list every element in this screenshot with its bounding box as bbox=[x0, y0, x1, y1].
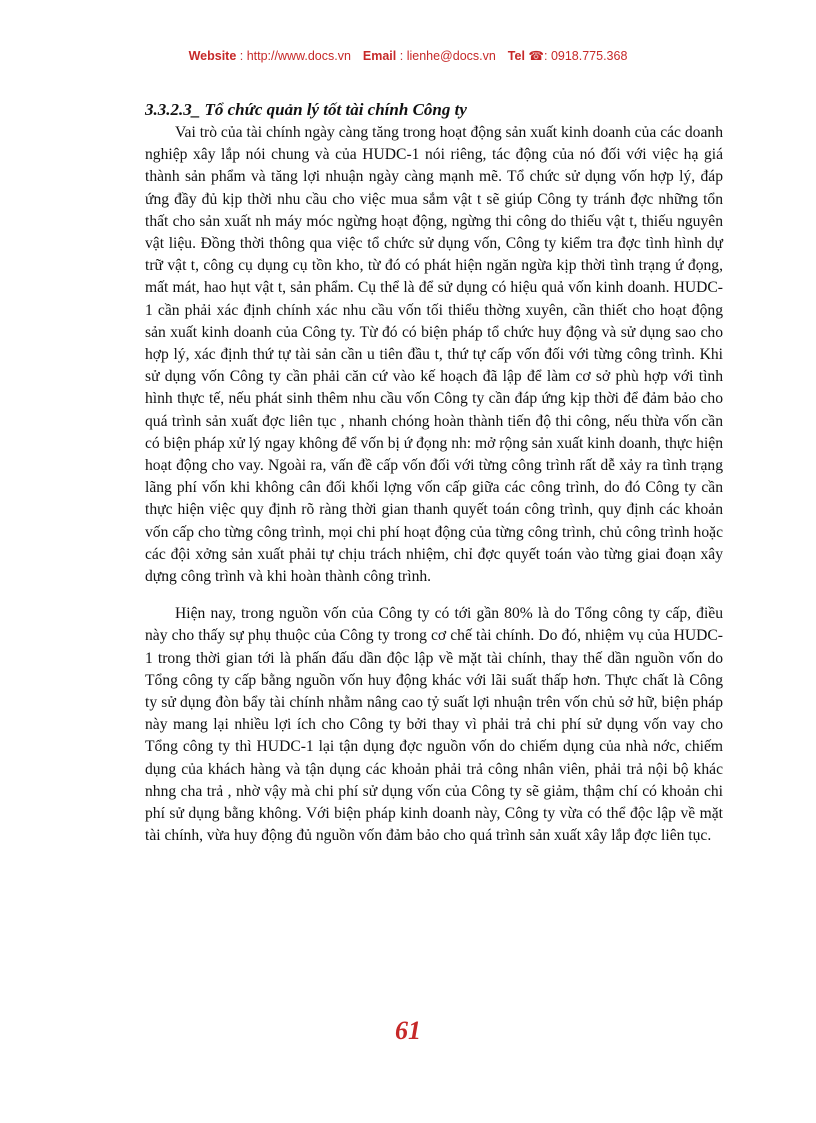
email-label: Email bbox=[362, 49, 397, 63]
paragraph-1: Vai trò của tài chính ngày càng tăng trong hoạt động sản xuất kinh doanh của các doanh nghiệp xây lắp nói chung và của HUDC-1 nói riêng, tác động của nó đối với việc hạ giá thành sản phẩm và tăng lợi nhuận ngày càng mạnh mẽ. Tổ chức sử dụng vốn hợp lý, đáp ứng đầy đủ kịp thời nhu cầu cho việc mua sắm vật t sẽ giúp Công ty tránh đợc những tổn thất cho sản xuất nh máy móc ngừng hoạt động, ngừng thi công do thiếu vật t, thiếu nguyên vật liệu. Đồng thời thông qua việc tổ chức sử dụng vốn, Công ty kiểm tra đợc tình hình dự trữ vật t, công cụ dụng cụ tồn kho, từ đó có phát hiện ngăn ngừa kịp thời tình trạng ứ đọng, mất mát, hao hụt vật t, sản phẩm. Cụ thể là để sử dụng có hiệu quả vốn kinh doanh. HUDC-1 cần phải xác định chính xác nhu cầu vốn tối thiểu thờng xuyên, cần thiết cho hoạt động sản xuất kinh doanh của Công ty. Từ đó có biện pháp tổ chức huy động và sử dụng sao cho hợp lý, xác định thứ tự tài sản cần u tiên đầu t, thứ tự cấp vốn đối với từng công trình. Khi sử dụng vốn Công ty cần phải căn cứ vào kế hoạch đã lập để làm cơ sở phù hợp với tình hình thực tế, nếu phát sinh thêm nhu cầu vốn Công ty cần đáp ứng kịp thời để đảm bảo cho quá trình sản xuất đợc liên tục , nhanh chóng hoàn thành tiến độ thi công, nếu thừa vốn cần có biện pháp xử lý ngay không để vốn bị ứ đọng nh: mở rộng sản xuất kinh doanh, thực hiện hoạt động cho vay. Ngoài ra, vấn đề cấp vốn đối với từng công trình rất dễ xảy ra tình trạng lãng phí vốn khi không cân đối khối lợng vốn cấp giữa các công trình, do đó Công ty cần thực hiện việc quy định rõ ràng thời gian thanh quyết toán công trình, quy định các khoản vốn cấp cho từng công trình, mọi chi phí hoạt động của từng công trình, chủ công trình hoặc các đội xởng sản xuất phải tự chịu trách nhiệm, chỉ đợc quyết toán vào từng giai đoạn xây dựng công trình và khi hoàn thành công trình. bbox=[145, 124, 723, 586]
website-label: Website bbox=[188, 49, 237, 63]
page-header bbox=[0, 48, 816, 63]
section-heading: 3.3.2.3_ Tổ chức quản lý tốt tài chính Công ty bbox=[145, 100, 467, 119]
paragraph-2: Hiện nay, trong nguồn vốn của Công ty có tới gần 80% là do Tổng công ty cấp, điều này cho thấy sự phụ thuộc của Công ty trong cơ chế tài chính. Do đó, nhiệm vụ của HUDC-1 trong thời gian tới là phấn đấu dần độc lập về mặt tài chính, thay thế dần nguồn vốn do Tổng công ty cấp bằng nguồn vốn huy động khác với lãi suất thấp hơn. Thực chất là Công ty sử dụng đòn bẩy tài chính nhằm nâng cao tỷ suất lợi nhuận trên vốn chủ sở hữ, biện pháp này mang lại nhiều lợi ích cho Công ty bởi thay vì phải trả chi phí sử dụng vốn vay cho Tổng công ty thì HUDC-1 lại tận dụng đợc nguồn vốn do chiếm dụng của nhà nớc, chiếm dụng của khách hàng và tận dụng các khoản phải trả công nhân viên, phải trả nội bộ khác nhng cha trả , nhờ vậy mà chi phí sử dụng vốn của Công ty sẽ giảm, thậm chí có khoản chi phí sử dụng bằng không. Với biện pháp kinh doanh này, Công ty vừa có thể độc lập về mặt tài chính, vừa huy động đủ nguồn vốn đảm bảo cho quá trình sản xuất xây lắp đợc liên tục. bbox=[145, 605, 723, 845]
tel-label: Tel bbox=[507, 49, 525, 63]
page-number: 61 bbox=[395, 1016, 421, 1045]
phone-icon: ☎ bbox=[528, 49, 544, 63]
website-value: : http://www.docs.vn bbox=[239, 49, 351, 63]
email-value: : lienhe@docs.vn bbox=[399, 49, 496, 63]
document-body bbox=[145, 100, 723, 848]
tel-value: : 0918.775.368 bbox=[544, 49, 628, 63]
